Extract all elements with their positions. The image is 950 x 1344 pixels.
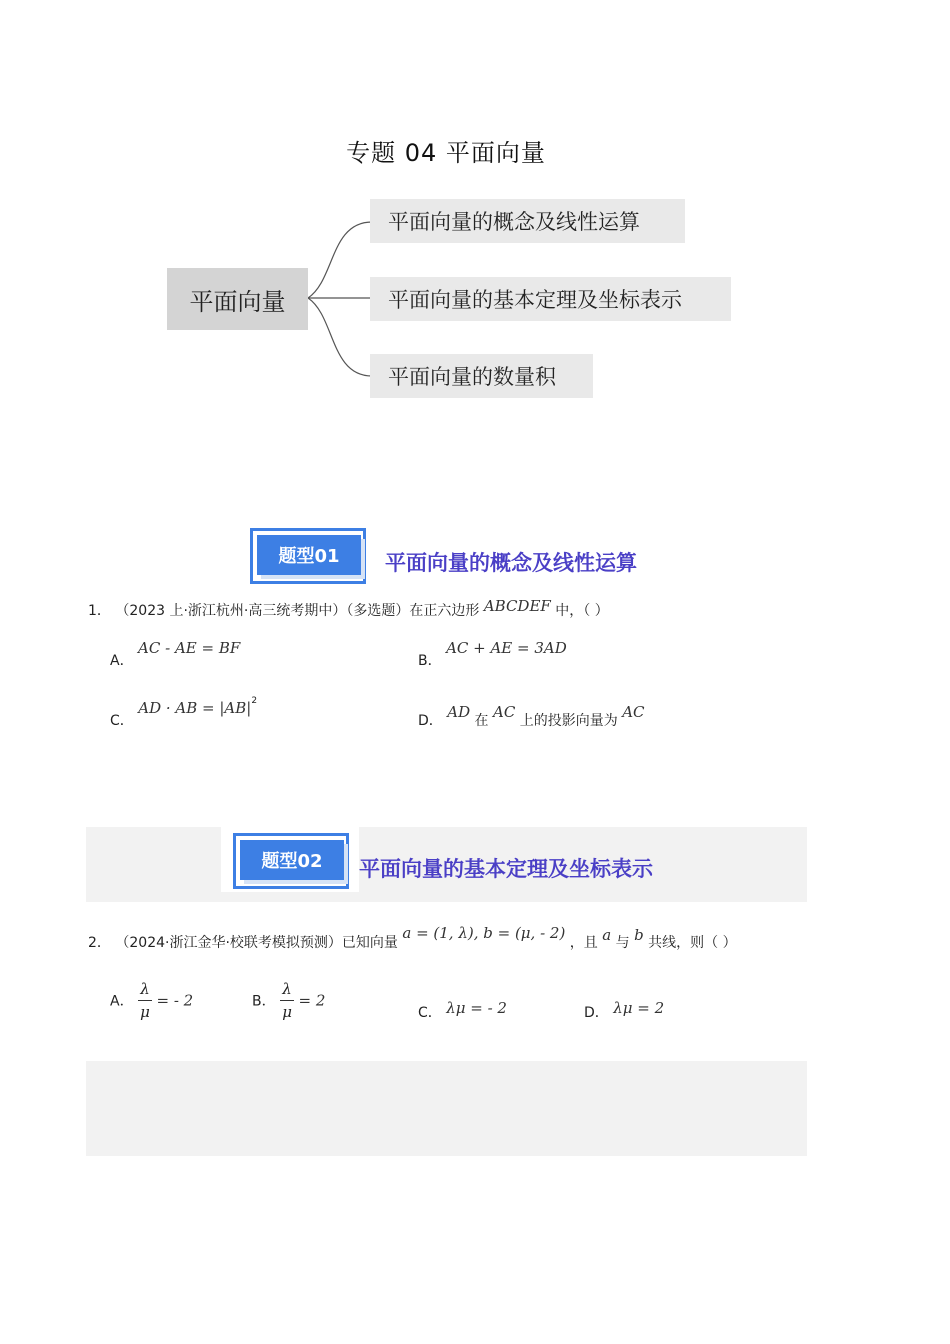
question-tail: 中，（ ） — [555, 603, 609, 619]
vector-definitions: a = (1, λ), b = (μ, - 2) — [402, 924, 566, 942]
option-text: 上的投影向量为 — [519, 713, 618, 729]
fraction-bar — [280, 1000, 294, 1001]
section2-badge: 题型02 — [240, 840, 344, 880]
section2-heading: 平面向量的基本定理及坐标表示 — [359, 857, 653, 881]
question-number: 1． — [88, 603, 111, 619]
q2-option-a[interactable] — [110, 980, 193, 1021]
option-rhs: = - 2 — [156, 991, 194, 1010]
option-label: A． — [110, 653, 134, 669]
q1-option-d[interactable] — [418, 703, 645, 730]
q1-option-b[interactable] — [418, 639, 567, 670]
denominator: μ — [140, 1003, 150, 1021]
option-text: 在 — [474, 713, 489, 729]
answer-band — [86, 1061, 807, 1156]
mindmap-branch-dot: 平面向量的数量积 — [370, 354, 593, 398]
q2-option-b[interactable] — [252, 980, 325, 1021]
vector-b: b — [634, 926, 644, 944]
option-text: λμ = 2 — [613, 999, 665, 1017]
vector-ac: AC — [622, 703, 645, 721]
question-1-stem — [88, 597, 609, 620]
question-source: （2024·浙江金华·校联考模拟预测）已知向量 — [115, 935, 398, 951]
section1-heading: 平面向量的概念及线性运算 — [385, 551, 637, 575]
option-label: A． — [110, 993, 134, 1010]
numerator: λ — [140, 980, 150, 998]
vector-ac: AC — [493, 703, 516, 721]
question-source: （2023 上·浙江杭州·高三统考期中）（多选题）在正六边形 — [115, 603, 480, 619]
option-label: B． — [418, 653, 442, 669]
option-text: AD · AB = |AB| — [138, 699, 252, 717]
question-text: 与 — [615, 935, 630, 951]
q1-option-c[interactable] — [110, 696, 258, 730]
option-text: AC + AE = 3AD — [446, 639, 567, 657]
option-label: C． — [418, 1005, 442, 1021]
fraction — [280, 980, 294, 1021]
q1-option-a[interactable] — [110, 639, 241, 670]
vector-ad: AD — [447, 703, 471, 721]
option-superscript: 2 — [251, 696, 258, 707]
question-text: ，且 — [569, 935, 598, 951]
q2-option-d[interactable] — [584, 999, 665, 1022]
option-label: D． — [418, 713, 443, 729]
question-2-stem — [88, 924, 737, 952]
option-label: D． — [584, 1005, 609, 1021]
mindmap-center: 平面向量 — [167, 268, 308, 330]
mindmap-branch-basis: 平面向量的基本定理及坐标表示 — [370, 277, 731, 321]
numerator: λ — [282, 980, 292, 998]
option-label: B． — [252, 993, 276, 1010]
mindmap-branch-linear: 平面向量的概念及线性运算 — [370, 199, 685, 243]
page-title: 专题 04 平面向量 — [346, 139, 546, 167]
question-number: 2． — [88, 935, 111, 951]
denominator: μ — [282, 1003, 292, 1021]
option-label: C． — [110, 713, 134, 729]
question-text: 共线，则（ ） — [648, 935, 737, 951]
figure-name: ABCDEF — [483, 597, 551, 615]
fraction-bar — [138, 1000, 152, 1001]
option-text: AC - AE = BF — [138, 639, 241, 657]
q2-option-c[interactable] — [418, 999, 507, 1022]
section1-badge: 题型01 — [257, 535, 361, 575]
vector-a: a — [602, 926, 612, 944]
option-text: λμ = - 2 — [446, 999, 507, 1017]
option-rhs: = 2 — [298, 991, 326, 1010]
fraction — [138, 980, 152, 1021]
